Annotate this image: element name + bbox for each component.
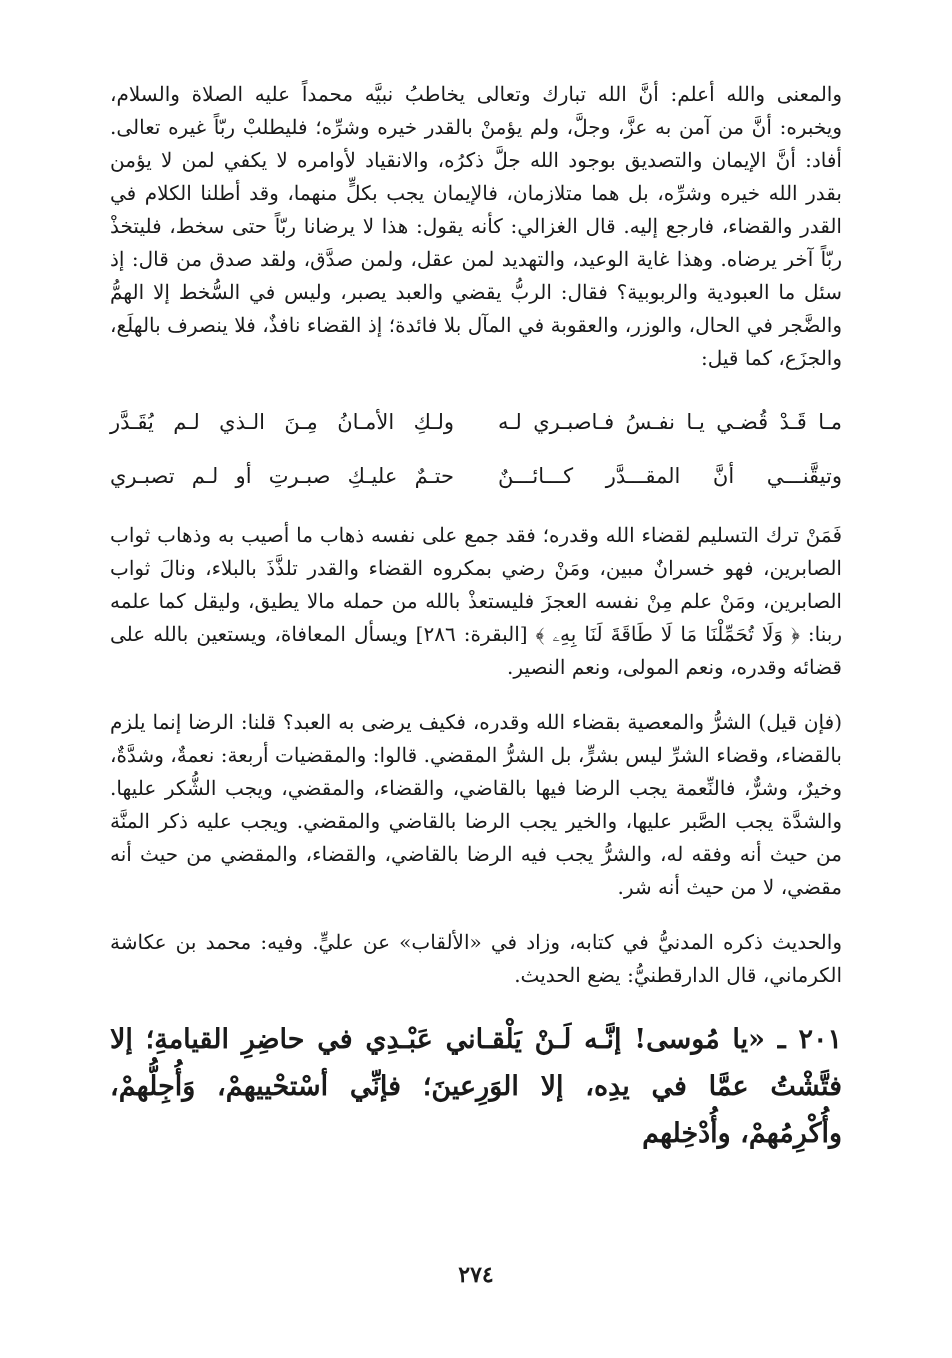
paragraph-submission: فَمَنْ ترك التسليم لقضاء الله وقدره؛ فقد جمع على نفسه ذهاب ما أصيب به وذهاب ثواب الصابرين، فهو خسرانٌ مبين، ومَنْ رضي بمكروه القضاء والقدر تلذَّذَ بالبلاء، ونالَ ثواب الصابرين، ومَنْ علم مِنْ نفسه العجزَ فليستعذْ بالله من حمله مالا يطيق، وليقل كما علمه ربنا: ﴿ وَلَا تُحَمِّلْنَا مَا لَا طَاقَةَ لَنَا بِهِۦ ﴾ [البقرة: ٢٨٦] ويسأل المعافاة، ويستعين بالله على قضائه وقدره، ونعم المولى، ونعم النصير. <box>110 523 843 679</box>
page-number: ٢٧٤ <box>458 1262 494 1288</box>
hadith-number: ٢٠١ ـ <box>777 1024 842 1055</box>
document-page <box>110 78 842 1184</box>
hadith-201 <box>110 1016 842 1157</box>
paragraph-evil-question: (فإن قيل) الشرُّ والمعصية بقضاء الله وقدره، فكيف يرضى به العبد؟ قلنا: الرضا إنما يلزم بالقضاء، وقضاء الشرِّ ليس بشرٍّ، بل الشرُّ المقضي. قالوا: والمقضيات أربعة: نعمةٌ، وشدَّةٌ، وخيرٌ، وشرٌّ، فالنِّعمة يجب الرضا فيها بالقاضي، والقضاء، والمقضي، ويجب الشُّكر عليها. والشدَّة يجب الصَّبر عليها، والخير يجب الرضا بالقاضي والمقضي. ويجب عليه ذكر المنَّة من حيث أنه وفقه له، والشرُّ يجب فيه الرضا بالقاضي، والقضاء، والمقضي من حيث أنه مقضي، لا من حيث أنه شر. <box>110 710 842 899</box>
poem <box>110 397 842 501</box>
hadith-text: «يا مُوسى! إنَّـه لَـنْ يَلْقـاني عَبْـدِي في حاضِرِ القيامةِ؛ إلا فتَّشْتُ عمَّا في يدِه، إلا الوَرِعينَ؛ فإنِّي أسْتحْييهمْ، وَأُجِلُّهمْ، وأُكْرِمُهمْ، وأُدْخِلهم <box>110 1024 842 1149</box>
paragraph-hadith-source: والحديث ذكره المدنيُّ في كتابه، وزاد في «الألقاب» عن عليٍّ. وفيه: محمد بن عكاشة الكرماني، قال الدارقطنيُّ: يضع الحديث. <box>110 930 842 987</box>
poem-verse-1-first-hemistich: مـا قَـدْ قُضـي يـا نفـسُ فـاصبـري لـه <box>497 410 842 434</box>
poem-verse-2 <box>110 451 842 501</box>
poem-verse-2-first-hemistich: وتيقَّنـــي أنَّ المقـــدَّر كـــائـــنٌ <box>497 464 842 488</box>
paragraph-meaning: والمعنى والله أعلم: أنَّ الله تبارك وتعالى يخاطبُ نبيَّه محمداً عليه الصلاة والسلام، ويخبره: أنَّ من آمن به عزَّ، وجلَّ، ولم يؤمنْ بالقدر خيره وشرِّه؛ فليطلبْ ربّاً غيره تعالى. أفاد: أنَّ الإيمان والتصديق بوجود الله جلَّ ذكرُه، والانقياد لأوامره لا يكفي لمن لا يؤمن بقدر الله خيره وشرِّه، بل هما متلازمان، فالإيمان يجب بكلٍّ منهما، وقد أطلنا الكلام في القدر والقضاء، فارجع إليه. قال الغزالي: كأنه يقول: هذا لا يرضانا ربّاً حتى سخط، فليتخذْ ربّاً آخر يرضاه. وهذا غاية الوعيد، والتهديد لمن عقل، ولمن صدَّق، ولقد صدق من قال: إذ سئل ما العبودية والربوبية؟ فقال: الربُّ يقضي والعبد يصبر، وليس في السُّخط إلا الهمُّ والضَّجر في الحال، والوزر، والعقوبة في المآل بلا فائدة؛ إذ القضاء نافذٌ، فلا ينصرف بالهلَع، والجزَع، كما قيل: <box>110 82 842 370</box>
poem-verse-2-second-hemistich: حتـمٌ عليـكِ صبـرتِ أو لـم تصبـري <box>110 464 455 488</box>
poem-verse-1 <box>110 397 842 447</box>
poem-verse-1-second-hemistich: ولـكِ الأمـانُ مِـنَ الـذي لـم يُقَـدَّر <box>110 410 455 434</box>
